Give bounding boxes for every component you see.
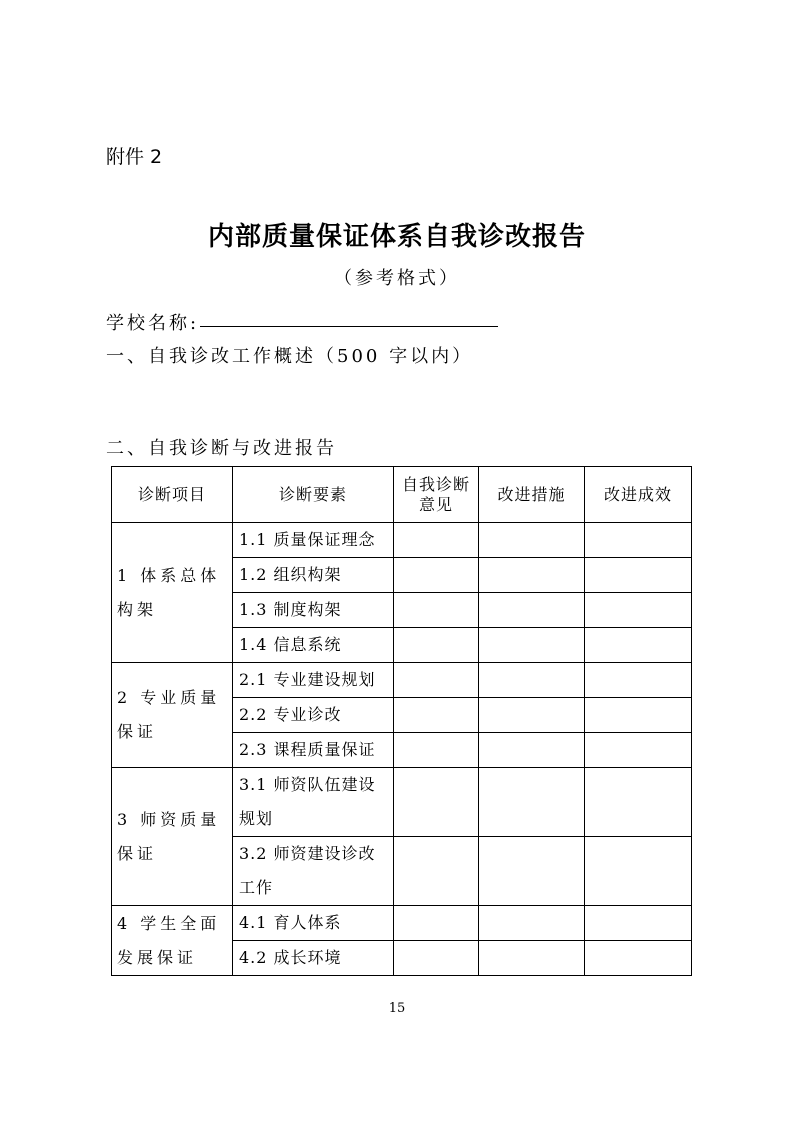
table-row [112, 523, 692, 558]
table-row [112, 663, 692, 698]
results-cell[interactable] [585, 558, 692, 593]
table-row [112, 906, 692, 941]
document-title: 内部质量保证体系自我诊改报告 [207, 222, 586, 252]
diagnosis-item-cell: 2 专业质量保证 [112, 663, 233, 768]
measures-cell[interactable] [479, 941, 585, 976]
diagnosis-element-cell: 2.3 课程质量保证 [233, 733, 394, 768]
opinion-cell[interactable] [394, 698, 479, 733]
section-heading-report: 二、自我诊断与改进报告 [106, 438, 337, 459]
results-cell[interactable] [585, 837, 692, 906]
results-cell[interactable] [585, 733, 692, 768]
header-improvement-measures: 改进措施 [479, 467, 585, 523]
diagnosis-element-cell: 3.2 师资建设诊改工作 [233, 837, 394, 906]
opinion-cell[interactable] [394, 941, 479, 976]
diagnosis-table [111, 466, 692, 976]
opinion-cell[interactable] [394, 593, 479, 628]
measures-cell[interactable] [479, 558, 585, 593]
diagnosis-element-cell: 2.1 专业建设规划 [233, 663, 394, 698]
results-cell[interactable] [585, 698, 692, 733]
section-heading-overview: 一、自我诊改工作概述（500 字以内） [106, 346, 474, 367]
measures-cell[interactable] [479, 733, 585, 768]
diagnosis-element-cell: 3.1 师资队伍建设规划 [233, 768, 394, 837]
opinion-cell[interactable] [394, 663, 479, 698]
results-cell[interactable] [585, 663, 692, 698]
header-improvement-results: 改进成效 [585, 467, 692, 523]
opinion-cell[interactable] [394, 523, 479, 558]
measures-cell[interactable] [479, 523, 585, 558]
table-row [112, 768, 692, 837]
page-number: 15 [388, 1001, 406, 1016]
diagnosis-element-cell: 1.2 组织构架 [233, 558, 394, 593]
measures-cell[interactable] [479, 906, 585, 941]
opinion-cell[interactable] [394, 837, 479, 906]
measures-cell[interactable] [479, 837, 585, 906]
opinion-cell[interactable] [394, 628, 479, 663]
document-subtitle: （参考格式） [334, 268, 460, 289]
opinion-cell[interactable] [394, 733, 479, 768]
results-cell[interactable] [585, 593, 692, 628]
results-cell[interactable] [585, 768, 692, 837]
diagnosis-item-cell: 4 学生全面发展保证 [112, 906, 233, 976]
school-name-label: 学校名称: [106, 313, 200, 334]
results-cell[interactable] [585, 523, 692, 558]
school-name-field[interactable] [200, 326, 498, 327]
header-diagnosis-element: 诊断要素 [233, 467, 394, 523]
attachment-label: 附件 2 [106, 146, 163, 168]
results-cell[interactable] [585, 906, 692, 941]
results-cell[interactable] [585, 628, 692, 663]
diagnosis-element-cell: 1.4 信息系统 [233, 628, 394, 663]
diagnosis-element-cell: 4.2 成长环境 [233, 941, 394, 976]
results-cell[interactable] [585, 941, 692, 976]
measures-cell[interactable] [479, 593, 585, 628]
header-diagnosis-item: 诊断项目 [112, 467, 233, 523]
diagnosis-element-cell: 2.2 专业诊改 [233, 698, 394, 733]
diagnosis-item-cell: 3 师资质量保证 [112, 768, 233, 906]
table-header-row [112, 467, 692, 523]
header-self-diagnosis-opinion: 自我诊断意见 [394, 467, 479, 523]
diagnosis-element-cell: 1.1 质量保证理念 [233, 523, 394, 558]
measures-cell[interactable] [479, 768, 585, 837]
diagnosis-item-cell: 1 体系总体构架 [112, 523, 233, 663]
measures-cell[interactable] [479, 698, 585, 733]
measures-cell[interactable] [479, 663, 585, 698]
opinion-cell[interactable] [394, 558, 479, 593]
opinion-cell[interactable] [394, 906, 479, 941]
diagnosis-element-cell: 1.3 制度构架 [233, 593, 394, 628]
diagnosis-element-cell: 4.1 育人体系 [233, 906, 394, 941]
opinion-cell[interactable] [394, 768, 479, 837]
measures-cell[interactable] [479, 628, 585, 663]
